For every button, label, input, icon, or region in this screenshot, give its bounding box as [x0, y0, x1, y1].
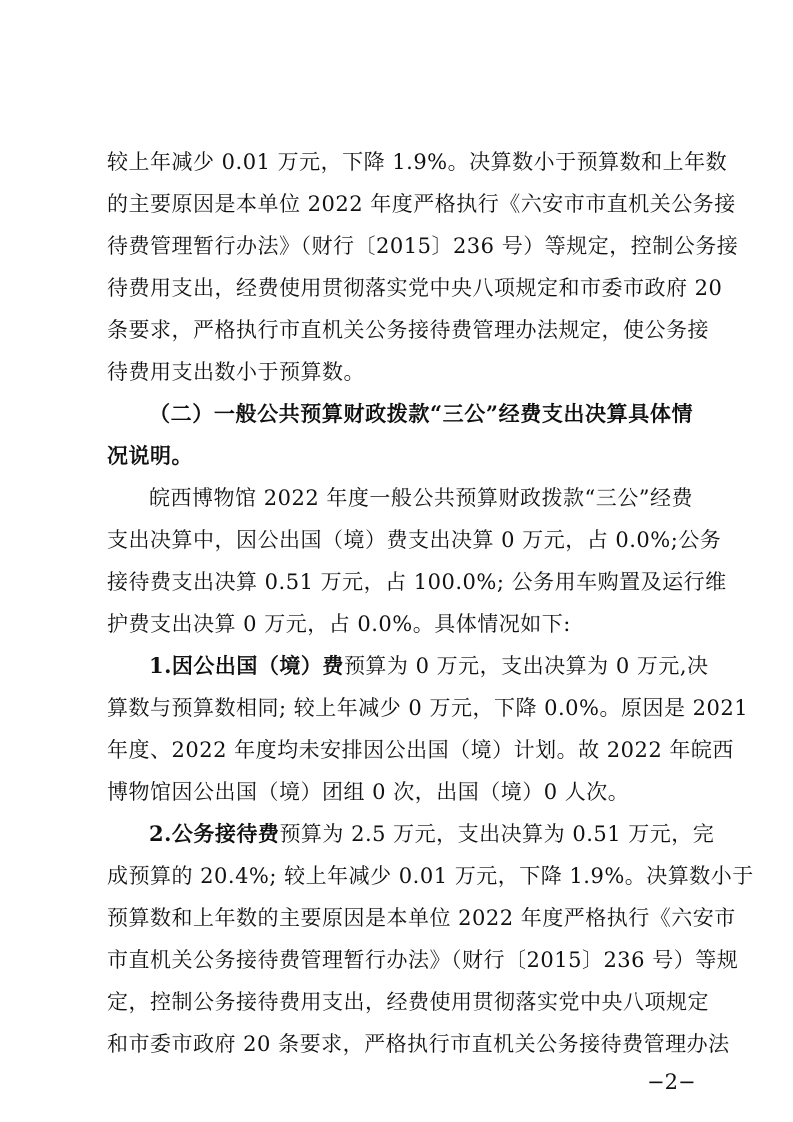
- body-line-5: 条要求，严格执行市直机关公务接待费管理办法规定，使公务接: [107, 318, 709, 342]
- body-line-9: 皖西博物馆 2022 年度一般公共预算财政拨款“三公”经费: [149, 486, 693, 510]
- body-line-15: 算数与预算数相同; 较上年减少 0 万元，下降 0.0%。原因是 2021: [107, 696, 749, 720]
- item-2-line: [149, 820, 715, 848]
- body-line-2: 的主要原因是本单位 2022 年度严格执行《六安市市直机关公务接: [107, 192, 736, 216]
- item-1-line: [149, 652, 709, 680]
- body-line-17: 博物馆因公出国（境）团组 0 次，出国（境）0 人次。: [107, 780, 630, 804]
- item-1-heading: 1.因公出国（境）费: [149, 653, 344, 678]
- body-line-10: 支出决算中，因公出国（境）费支出决算 0 万元，占 0.0%;公务: [107, 528, 722, 552]
- body-line-22: 市直机关公务接待费管理暂行办法》（财行〔2015〕236 号）等规: [107, 948, 739, 972]
- body-line-4: 待费用支出，经费使用贯彻落实党中央八项规定和市委市政府 20: [107, 276, 723, 300]
- item-2-heading: 2.公务接待费: [149, 821, 280, 846]
- body-line-20: 成预算的 20.4%; 较上年减少 0.01 万元，下降 1.9%。决算数小于: [107, 864, 754, 888]
- body-line-1: 较上年减少 0.01 万元，下降 1.9%。决算数小于预算数和上年数: [107, 150, 728, 174]
- body-line-3: 待费管理暂行办法》（财行〔2015〕236 号）等规定，控制公务接: [107, 234, 739, 258]
- body-line-23: 定，控制公务接待费用支出，经费使用贯彻落实党中央八项规定: [107, 990, 709, 1014]
- body-line-12: 护费支出决算 0 万元，占 0.0%。具体情况如下:: [107, 612, 571, 636]
- item-1-text: 预算为 0 万元，支出决算为 0 万元,决: [343, 654, 709, 678]
- item-2-text: 预算为 2.5 万元，支出决算为 0.51 万元，完: [279, 822, 715, 846]
- body-line-11: 接待费支出决算 0.51 万元，占 100.0%; 公务用车购置及运行维: [107, 570, 727, 594]
- page-number: −2−: [647, 1070, 696, 1094]
- body-line-6: 待费用支出数小于预算数。: [107, 360, 365, 384]
- body-line-24: 和市委市政府 20 条要求，严格执行市直机关公务接待费管理办法: [107, 1032, 730, 1056]
- section-heading-continued: 况说明。: [107, 443, 193, 468]
- body-line-16: 年度、2022 年度均未安排因公出国（境）计划。故 2022 年皖西: [107, 738, 734, 762]
- body-line-21: 预算数和上年数的主要原因是本单位 2022 年度严格执行《六安市: [107, 906, 736, 930]
- section-heading: （二）一般公共预算财政拨款“三公”经费支出决算具体情: [149, 401, 693, 426]
